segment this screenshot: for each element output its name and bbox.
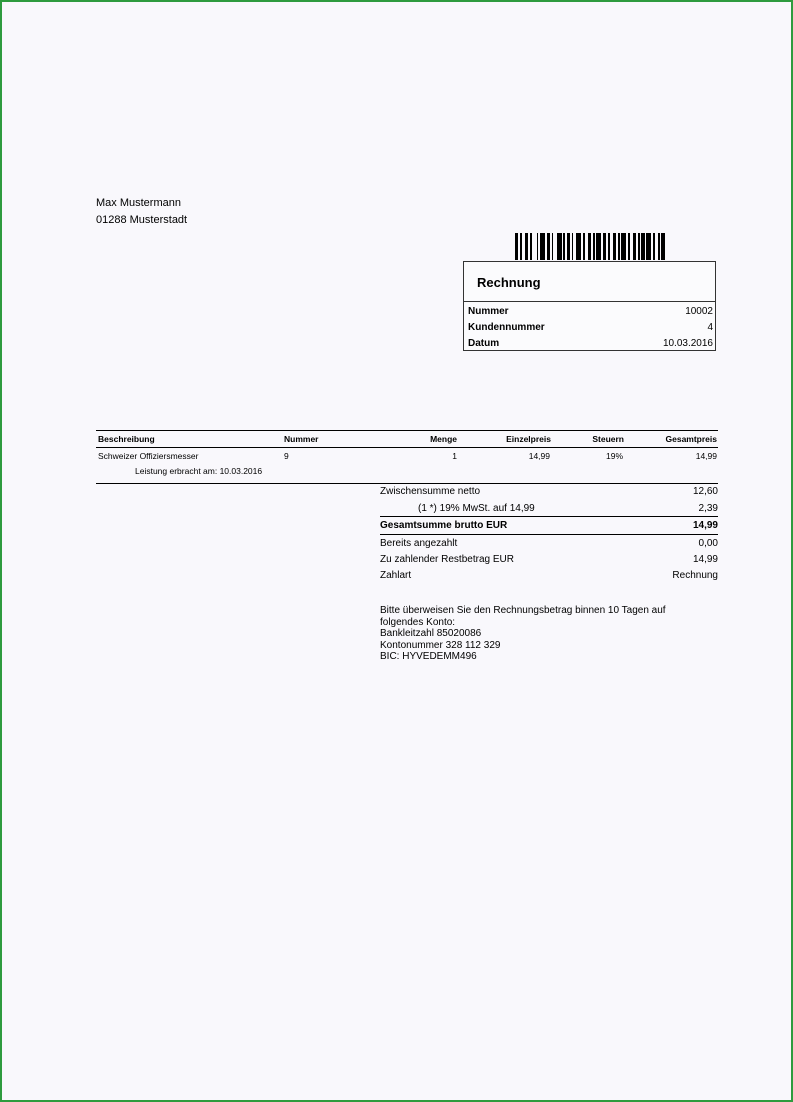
row-menge: 1: [452, 451, 457, 461]
header-beschreibung: Beschreibung: [98, 434, 155, 444]
invoice-title: Rechnung: [477, 275, 541, 290]
recipient-city: 01288 Musterstadt: [96, 214, 188, 226]
totals-remaining: [380, 554, 718, 565]
table-top-rule: [96, 430, 718, 431]
payment-note: [380, 605, 710, 663]
info-row-number: [468, 306, 713, 317]
invoice-info-box: [463, 261, 716, 351]
info-value: 4: [707, 322, 713, 333]
totals-label: Gesamtsumme brutto EUR: [380, 520, 508, 531]
row-steuern: 19%: [605, 451, 623, 461]
totals-value: 12,60: [692, 486, 718, 497]
info-label: Nummer: [468, 306, 509, 317]
totals-payment-method: [380, 570, 718, 581]
totals-tax: [380, 503, 718, 514]
row-beschreibung: Schweizer Offiziersmesser: [98, 451, 199, 461]
totals-value: Rechnung: [672, 570, 718, 581]
info-row-date: [468, 338, 713, 349]
totals-netto: [380, 486, 718, 497]
totals-value: 2,39: [698, 503, 718, 514]
table-header-rule: [96, 447, 718, 448]
row-nummer: 9: [284, 451, 289, 461]
totals-rule: [380, 516, 718, 517]
barcode-image: [515, 233, 667, 260]
totals-label: (1 *) 19% MwSt. auf 14,99: [418, 503, 535, 514]
totals-value: 14,99: [692, 554, 718, 565]
totals-rule: [380, 534, 718, 535]
totals-label: Bereits angezahlt: [380, 538, 458, 549]
row-detail: Leistung erbracht am: 10.03.2016: [135, 466, 263, 476]
info-label: Datum: [468, 338, 500, 349]
totals-value: 0,00: [698, 538, 718, 549]
note-line: BIC: HYVEDEMM496: [380, 651, 477, 662]
recipient-name: Max Mustermann: [96, 197, 181, 209]
header-steuern: Steuern: [592, 434, 624, 444]
barcode-bar: [665, 233, 667, 260]
table-bottom-rule: [96, 483, 718, 484]
info-label: Kundennummer: [468, 322, 545, 333]
note-line: Bankleitzahl 85020086: [380, 628, 482, 639]
header-gesamtpreis: Gesamtpreis: [665, 434, 717, 444]
info-value: 10002: [685, 306, 713, 317]
totals-brutto: [380, 520, 718, 531]
note-line: Kontonummer 328 112 329: [380, 639, 501, 651]
note-line: Bitte überweisen Sie den Rechnungsbetrag binnen 10 Tagen auf: [380, 605, 666, 616]
totals-paid: [380, 538, 718, 549]
info-row-customer: [468, 322, 713, 333]
row-gesamtpreis: 14,99: [695, 451, 717, 461]
note-line: folgendes Konto:: [380, 616, 456, 628]
totals-label: Zwischensumme netto: [380, 486, 481, 497]
header-menge: Menge: [430, 434, 457, 444]
row-einzelpreis: 14,99: [528, 451, 550, 461]
header-nummer: Nummer: [284, 434, 319, 444]
recipient-address: [96, 195, 187, 229]
info-box-divider: [464, 301, 715, 302]
info-value: 10.03.2016: [662, 338, 713, 349]
totals-label: Zu zahlender Restbetrag EUR: [380, 554, 514, 565]
totals-value: 14,99: [692, 520, 718, 531]
header-einzelpreis: Einzelpreis: [506, 434, 551, 444]
totals-label: Zahlart: [380, 570, 412, 581]
